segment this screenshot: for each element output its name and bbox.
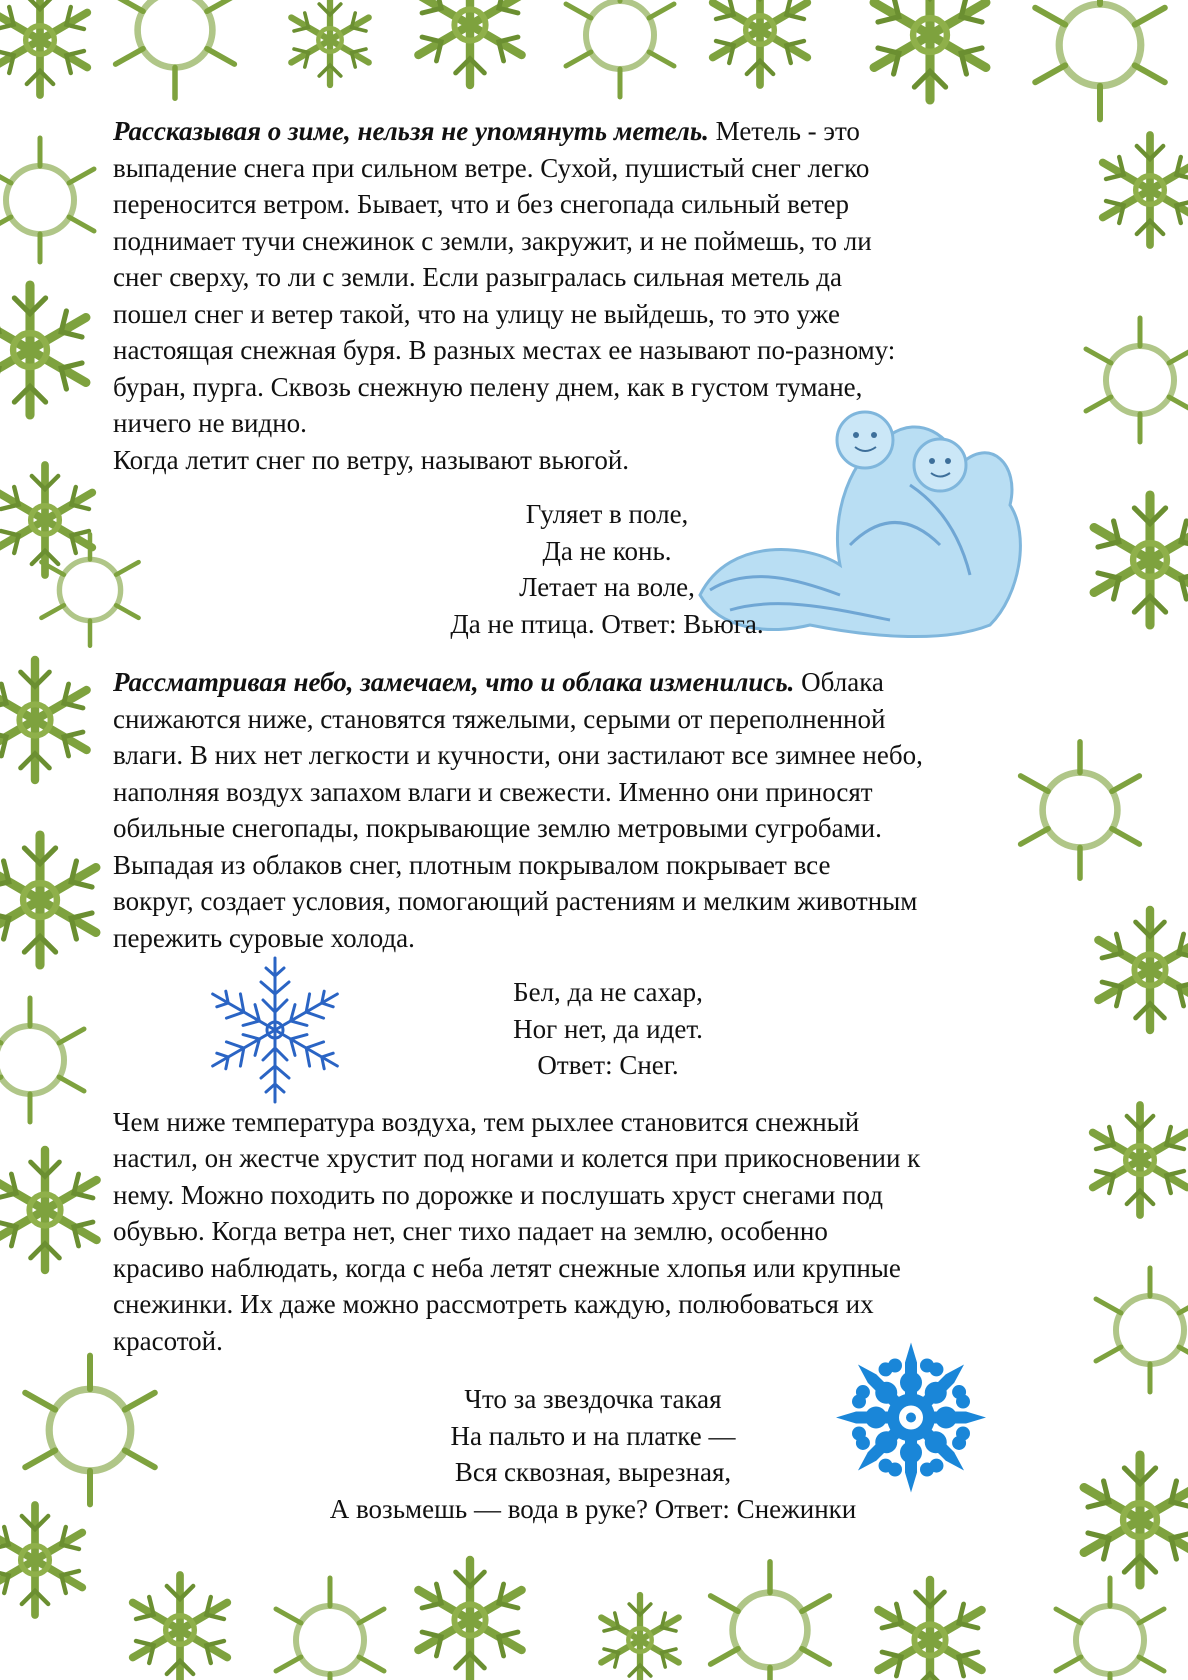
paragraph-lead: Рассматривая небо, замечаем, что и облака изменились. <box>113 667 795 697</box>
riddle-snowflake: Что за звездочка такая На пальто и на платке — Вся сквозная, вырезная, А возьмешь — вода в руке? Ответ: Снежинки <box>329 1384 857 1524</box>
document-body <box>113 113 1073 1527</box>
riddle-snow: Бел, да не сахар, Ног нет, да идет. Ответ: Снег. <box>513 977 703 1080</box>
paragraph-lead: Рассказывая о зиме, нельзя не упомянуть метель. <box>113 116 709 146</box>
riddle-blizzard: Гуляет в поле, Да не конь. Летает на воле, Да не птица. Ответ: Вьюга. <box>450 499 764 639</box>
paragraph-blizzard: Рассказывая о зиме, нельзя не упомянуть метель. Метель - это выпадение снега при сильном ветре. Сухой, пушистый снег легко переносится ветром. Бывает, что и без снегопада сильный ветер поднимает тучи снежинок с земли, закружит, и не поймешь, то ли снег сверху, то ли с земли. Если разыгралась сильная метель да пошел снег и ветер такой, что на улицу не выйдешь, то это уже настоящая снежная буря. В разных местах ее называют по-разному: буран, пурга. Сквозь снежную пелену днем, как в густом тумане, ничего не видно. Когда летит снег по ветру, называют вьюгой. <box>113 116 896 475</box>
paragraph-clouds: Рассматривая небо, замечаем, что и облака изменились. Облака снижаются ниже, становятся тяжелыми, серыми от переполненной влаги. В них нет легкости и кучности, они застилают все зимнее небо, наполняя воздух запахом влаги и свежести. Именно они приносят обильные снегопады, покрывающие землю метровыми сугробами. Выпадая из облаков снег, плотным покрывалом покрывает все вокруг, создает условия, помогающий растениям и мелким животным пережить суровые холода. <box>113 667 923 953</box>
paragraph-snow-crunch: Чем ниже температура воздуха, тем рыхлее становится снежный настил, он жестче хрустит под ногами и колется при прикосновении к нему. Можно походить по дорожке и послушать хруст снегами под обувью. Когда ветра нет, снег тихо падает на землю, особенно красиво наблюдать, когда с неба летят снежные хлопья или крупные снежинки. Их даже можно рассмотреть каждую, полюбоваться их красотой. <box>113 1106 921 1356</box>
